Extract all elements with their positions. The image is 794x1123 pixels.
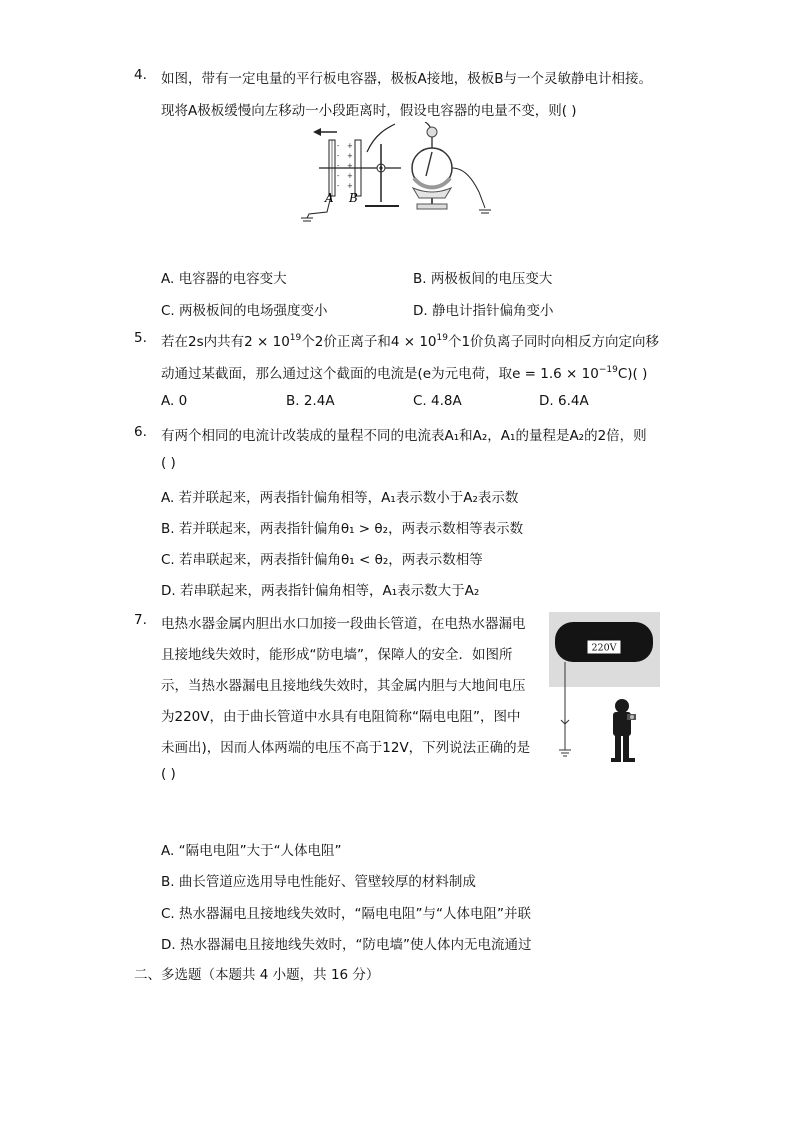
- option-b[interactable]: B. 两极板间的电压变大: [413, 271, 553, 287]
- question-text: 现将A极板缓慢向左移动一小段距离时，假设电容器的电量不变，则( ): [161, 103, 577, 119]
- question-number: 5.: [134, 330, 147, 346]
- question-text: 电热水器金属内胆出水口加接一段曲长管道，在电热水器漏电: [161, 616, 526, 632]
- question-text: 未画出)，因而人体两端的电压不高于12V，下列说法正确的是: [161, 740, 531, 756]
- water-heater-figure: [549, 612, 660, 764]
- option-b[interactable]: B. 曲长管道应选用导电性能好、管壁较厚的材料制成: [161, 874, 476, 890]
- svg-text:+: +: [347, 142, 353, 150]
- svg-text:-: -: [337, 162, 340, 170]
- svg-text:+: +: [347, 172, 353, 180]
- question-text: 若在2s内共有$2 \times 10^{19}$个2价正离子和$4 \times 10^{19}$个1价负离子同时向相反方向定向移: [161, 333, 660, 350]
- question-text: 为220V，由于曲长管道中水具有电阻简称“隔电电阻”，图中: [161, 709, 521, 725]
- question-text: ( ): [161, 766, 176, 782]
- option-c[interactable]: C. 若串联起来，两表指针偏角θ₁ < θ₂，两表示数相等: [161, 552, 483, 568]
- question-text: 如图，带有一定电量的平行板电容器，极板A接地，极板B与一个灵敏静电计相接。: [161, 71, 652, 87]
- question-text: 且接地线失效时，能形成“防电墙”，保障人的安全．如图所: [161, 647, 513, 663]
- question-text: 有两个相同的电流计改装成的量程不同的电流表A₁和A₂，A₁的量程是A₂的2倍，则: [161, 428, 647, 444]
- option-d[interactable]: D. 6.4A: [539, 393, 589, 409]
- option-a[interactable]: A. 若并联起来，两表指针偏角相等，A₁表示数小于A₂表示数: [161, 490, 519, 506]
- svg-text:+: +: [347, 162, 353, 170]
- option-c[interactable]: C. 4.8A: [413, 393, 462, 409]
- svg-text:+: +: [347, 152, 353, 160]
- option-d[interactable]: D. 静电计指针偏角变小: [413, 303, 554, 319]
- capacitor-electrometer-figure: [295, 122, 505, 224]
- svg-text:-: -: [337, 152, 340, 160]
- question-text: 示，当热水器漏电且接地线失效时，其金属内胆与大地间电压: [161, 678, 526, 694]
- question-number: 4.: [134, 67, 147, 83]
- svg-text:-: -: [337, 182, 340, 190]
- option-d[interactable]: D. 热水器漏电且接地线失效时，“防电墙”使人体内无电流通过: [161, 937, 532, 953]
- option-a[interactable]: A. 电容器的电容变大: [161, 271, 287, 287]
- question-text: 动通过某截面，那么通过这个截面的电流是(e为元电荷，取$e = 1.6 \times 10^{-19}C$)( ): [161, 365, 648, 382]
- option-a[interactable]: A. 0: [161, 393, 188, 409]
- option-b[interactable]: B. 若并联起来，两表指针偏角θ₁ > θ₂，两表示数相等表示数: [161, 521, 524, 537]
- svg-text:-: -: [337, 142, 340, 150]
- svg-text:+: +: [347, 182, 353, 190]
- question-number: 7.: [134, 612, 147, 628]
- svg-text:-: -: [337, 172, 340, 180]
- option-b[interactable]: B. 2.4A: [286, 393, 335, 409]
- option-d[interactable]: D. 若串联起来，两表指针偏角相等，A₁表示数大于A₂: [161, 583, 480, 599]
- plate-a-label: A: [325, 191, 334, 205]
- option-c[interactable]: C. 热水器漏电且接地线失效时，“隔电电阻”与“人体电阻”并联: [161, 906, 531, 922]
- question-text: ( ): [161, 455, 176, 471]
- section-heading: 二、多选题（本题共 4 小题，共 16 分）: [134, 967, 380, 983]
- tank-voltage-label: 220V: [591, 642, 617, 654]
- option-c[interactable]: C. 两极板间的电场强度变小: [161, 303, 328, 319]
- option-a[interactable]: A. “隔电电阻”大于“人体电阻”: [161, 843, 342, 859]
- plate-b-label: B: [349, 191, 358, 205]
- question-number: 6.: [134, 424, 147, 440]
